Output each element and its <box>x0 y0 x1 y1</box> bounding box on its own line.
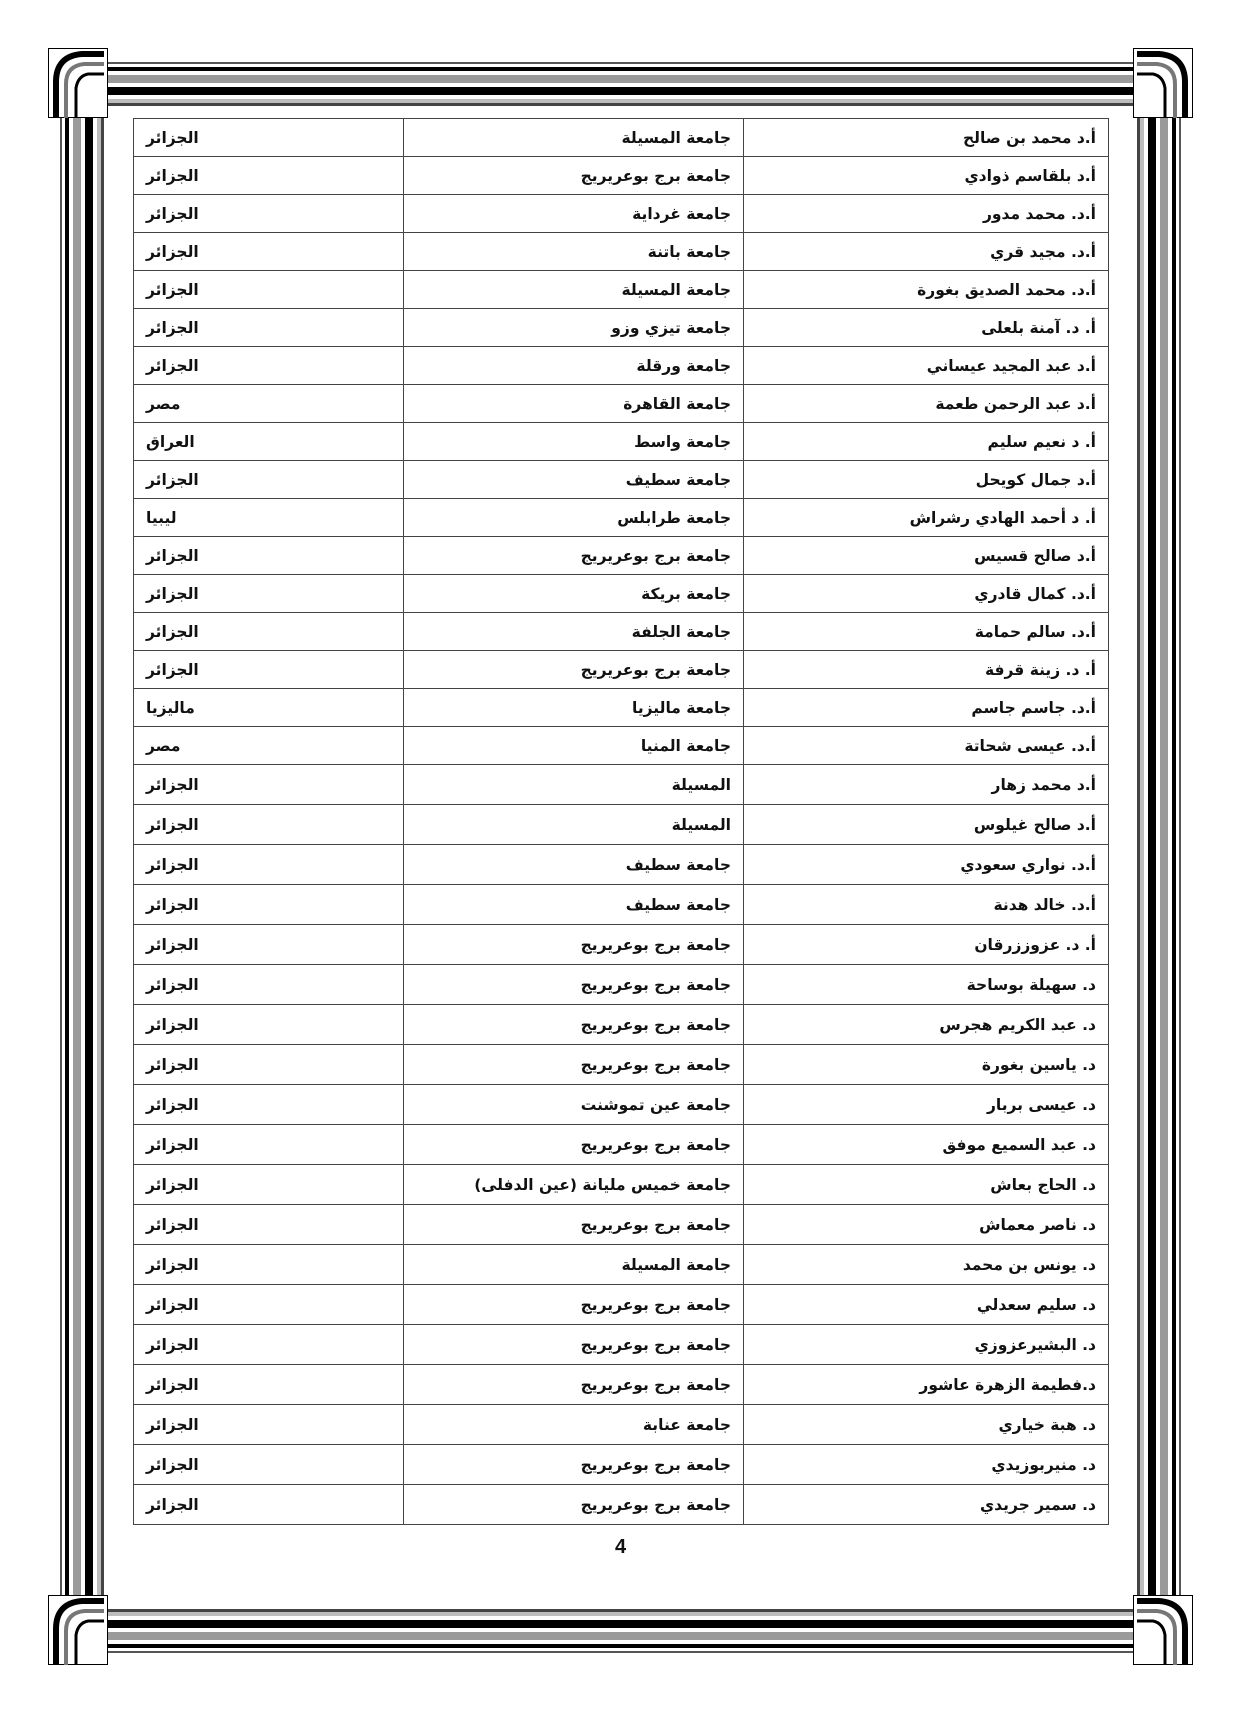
university-cell: جامعة باتنة <box>404 233 744 271</box>
name-cell: أ.د عبد المجيد عيساني <box>744 347 1109 385</box>
country-cell: الجزائر <box>134 1045 404 1085</box>
university-cell: جامعة سطيف <box>404 845 744 885</box>
university-cell: جامعة ماليزيا <box>404 689 744 727</box>
country-cell: ليبيا <box>134 499 404 537</box>
university-cell: المسيلة <box>404 805 744 845</box>
country-cell: ماليزيا <box>134 689 404 727</box>
name-cell: د. ياسين بغورة <box>744 1045 1109 1085</box>
name-cell: أ.د. كمال قادري <box>744 575 1109 613</box>
country-cell: الجزائر <box>134 1125 404 1165</box>
table-row <box>134 1325 1109 1365</box>
country-cell: الجزائر <box>134 885 404 925</box>
name-cell: أ.د. عيسى شحاتة <box>744 727 1109 765</box>
university-cell: جامعة ورقلة <box>404 347 744 385</box>
name-cell: أ.د جمال كويحل <box>744 461 1109 499</box>
country-cell: الجزائر <box>134 1005 404 1045</box>
university-cell: جامعة برج بوعريريج <box>404 1045 744 1085</box>
name-cell: د. عبد الكريم هجرس <box>744 1005 1109 1045</box>
country-cell: الجزائر <box>134 1325 404 1365</box>
name-cell: أ.د. محمد الصديق بغورة <box>744 271 1109 309</box>
name-cell: د. ناصر معماش <box>744 1205 1109 1245</box>
table-row <box>134 309 1109 347</box>
country-cell: مصر <box>134 727 404 765</box>
participants-table-container <box>133 118 1108 1525</box>
table-row <box>134 1485 1109 1525</box>
university-cell: جامعة برج بوعريريج <box>404 157 744 195</box>
name-cell: أ.د صالح قسيس <box>744 537 1109 575</box>
name-cell: د.فطيمة الزهرة عاشور <box>744 1365 1109 1405</box>
participants-table <box>133 118 1109 1525</box>
table-body <box>134 119 1109 1525</box>
name-cell: أ.د محمد بن صالح <box>744 119 1109 157</box>
country-cell: الجزائر <box>134 347 404 385</box>
university-cell: جامعة عين تموشنت <box>404 1085 744 1125</box>
table-row <box>134 1005 1109 1045</box>
university-cell: جامعة غرداية <box>404 195 744 233</box>
table-row <box>134 885 1109 925</box>
country-cell: الجزائر <box>134 461 404 499</box>
name-cell: أ.د عبد الرحمن طعمة <box>744 385 1109 423</box>
country-cell: الجزائر <box>134 195 404 233</box>
table-row <box>134 1045 1109 1085</box>
name-cell: د. سمير جريدي <box>744 1485 1109 1525</box>
country-cell: الجزائر <box>134 157 404 195</box>
country-cell: الجزائر <box>134 1245 404 1285</box>
corner-ornament-icon <box>1133 48 1193 118</box>
name-cell: أ. د أحمد الهادي رشراش <box>744 499 1109 537</box>
university-cell: جامعة برج بوعريريج <box>404 1005 744 1045</box>
table-row <box>134 385 1109 423</box>
university-cell: جامعة برج بوعريريج <box>404 537 744 575</box>
table-row <box>134 195 1109 233</box>
table-row <box>134 1125 1109 1165</box>
university-cell: جامعة برج بوعريريج <box>404 1125 744 1165</box>
name-cell: أ.د. مجيد قري <box>744 233 1109 271</box>
table-row <box>134 845 1109 885</box>
university-cell: جامعة بريكة <box>404 575 744 613</box>
table-row <box>134 1405 1109 1445</box>
table-row <box>134 271 1109 309</box>
name-cell: د. سليم سعدلي <box>744 1285 1109 1325</box>
table-row <box>134 651 1109 689</box>
table-row <box>134 765 1109 805</box>
university-cell: المسيلة <box>404 765 744 805</box>
country-cell: الجزائر <box>134 613 404 651</box>
table-row <box>134 965 1109 1005</box>
country-cell: الجزائر <box>134 845 404 885</box>
frame-bottom-bar <box>100 1609 1141 1653</box>
table-row <box>134 1285 1109 1325</box>
name-cell: د. عبد السميع موفق <box>744 1125 1109 1165</box>
country-cell: الجزائر <box>134 651 404 689</box>
table-row <box>134 805 1109 845</box>
name-cell: أ. د. عزوززرقان <box>744 925 1109 965</box>
university-cell: جامعة برج بوعريريج <box>404 1325 744 1365</box>
university-cell: جامعة الجلفة <box>404 613 744 651</box>
name-cell: د. منيربوزيدي <box>744 1445 1109 1485</box>
country-cell: الجزائر <box>134 537 404 575</box>
university-cell: جامعة القاهرة <box>404 385 744 423</box>
country-cell: الجزائر <box>134 1085 404 1125</box>
country-cell: مصر <box>134 385 404 423</box>
country-cell: الجزائر <box>134 233 404 271</box>
university-cell: جامعة طرابلس <box>404 499 744 537</box>
name-cell: د. سهيلة بوساحة <box>744 965 1109 1005</box>
table-row <box>134 423 1109 461</box>
university-cell: جامعة واسط <box>404 423 744 461</box>
table-row <box>134 499 1109 537</box>
table-row <box>134 461 1109 499</box>
name-cell: أ.د. خالد هدنة <box>744 885 1109 925</box>
university-cell: جامعة برج بوعريريج <box>404 1285 744 1325</box>
name-cell: أ.د. نواري سعودي <box>744 845 1109 885</box>
university-cell: جامعة المسيلة <box>404 119 744 157</box>
university-cell: جامعة برج بوعريريج <box>404 1445 744 1485</box>
table-row <box>134 727 1109 765</box>
university-cell: جامعة برج بوعريريج <box>404 1485 744 1525</box>
table-row <box>134 1245 1109 1285</box>
university-cell: جامعة المنيا <box>404 727 744 765</box>
university-cell: جامعة تيزي وزو <box>404 309 744 347</box>
name-cell: أ.د محمد زهار <box>744 765 1109 805</box>
name-cell: أ. د نعيم سليم <box>744 423 1109 461</box>
university-cell: جامعة برج بوعريريج <box>404 1205 744 1245</box>
table-row <box>134 1445 1109 1485</box>
table-row <box>134 537 1109 575</box>
name-cell: أ.د. محمد مدور <box>744 195 1109 233</box>
country-cell: الجزائر <box>134 965 404 1005</box>
name-cell: أ. د. زينة قرفة <box>744 651 1109 689</box>
country-cell: الجزائر <box>134 765 404 805</box>
table-row <box>134 119 1109 157</box>
university-cell: جامعة برج بوعريريج <box>404 925 744 965</box>
table-row <box>134 925 1109 965</box>
table-row <box>134 347 1109 385</box>
table-row <box>134 1085 1109 1125</box>
frame-right-bar <box>1137 100 1181 1613</box>
name-cell: د. يونس بن محمد <box>744 1245 1109 1285</box>
name-cell: د. الحاج بعاش <box>744 1165 1109 1205</box>
country-cell: الجزائر <box>134 1165 404 1205</box>
country-cell: الجزائر <box>134 119 404 157</box>
name-cell: د. عيسى بربار <box>744 1085 1109 1125</box>
university-cell: جامعة سطيف <box>404 461 744 499</box>
corner-ornament-icon <box>48 1595 108 1665</box>
name-cell: أ.د صالح غيلوس <box>744 805 1109 845</box>
country-cell: الجزائر <box>134 1445 404 1485</box>
table-row <box>134 613 1109 651</box>
name-cell: أ.د. سالم حمامة <box>744 613 1109 651</box>
country-cell: الجزائر <box>134 1365 404 1405</box>
university-cell: جامعة خميس مليانة (عين الدفلى) <box>404 1165 744 1205</box>
country-cell: الجزائر <box>134 575 404 613</box>
country-cell: الجزائر <box>134 1405 404 1445</box>
page-number: 4 <box>614 1536 627 1558</box>
country-cell: الجزائر <box>134 1485 404 1525</box>
table-row <box>134 1365 1109 1405</box>
university-cell: جامعة برج بوعريريج <box>404 651 744 689</box>
frame-top-bar <box>100 62 1141 106</box>
table-row <box>134 233 1109 271</box>
country-cell: العراق <box>134 423 404 461</box>
name-cell: أ.د. جاسم جاسم <box>744 689 1109 727</box>
university-cell: جامعة برج بوعريريج <box>404 1365 744 1405</box>
university-cell: جامعة عنابة <box>404 1405 744 1445</box>
name-cell: د. البشيرعزوزي <box>744 1325 1109 1365</box>
table-row <box>134 1165 1109 1205</box>
name-cell: أ. د. آمنة بلعلى <box>744 309 1109 347</box>
university-cell: جامعة برج بوعريريج <box>404 965 744 1005</box>
table-row <box>134 575 1109 613</box>
table-row <box>134 157 1109 195</box>
corner-ornament-icon <box>1133 1595 1193 1665</box>
country-cell: الجزائر <box>134 271 404 309</box>
university-cell: جامعة سطيف <box>404 885 744 925</box>
country-cell: الجزائر <box>134 805 404 845</box>
country-cell: الجزائر <box>134 1205 404 1245</box>
frame-left-bar <box>60 100 104 1613</box>
table-row <box>134 689 1109 727</box>
table-row <box>134 1205 1109 1245</box>
university-cell: جامعة المسيلة <box>404 1245 744 1285</box>
name-cell: د. هبة خياري <box>744 1405 1109 1445</box>
university-cell: جامعة المسيلة <box>404 271 744 309</box>
country-cell: الجزائر <box>134 1285 404 1325</box>
name-cell: أ.د بلقاسم ذوادي <box>744 157 1109 195</box>
corner-ornament-icon <box>48 48 108 118</box>
country-cell: الجزائر <box>134 925 404 965</box>
country-cell: الجزائر <box>134 309 404 347</box>
